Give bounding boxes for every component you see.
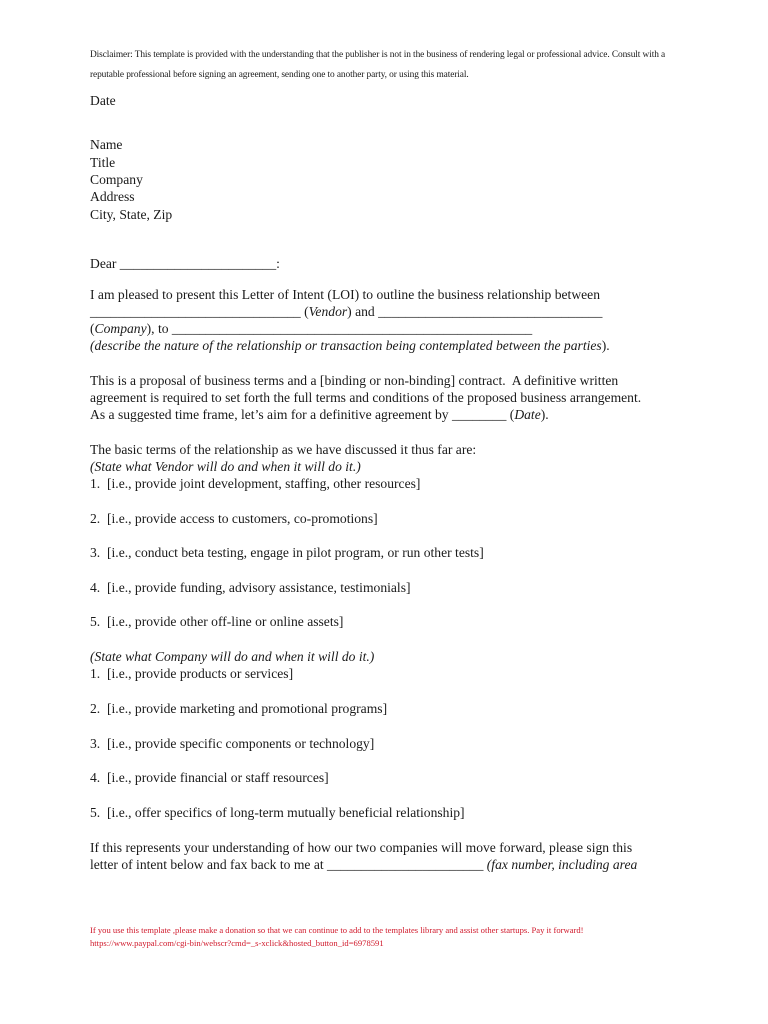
vendor-heading: (State what Vendor will do and when it will do it.) xyxy=(90,459,361,474)
vendor-label: Vendor xyxy=(308,304,348,319)
proposal-line-2: agreement is required to set forth the full terms and conditions of the proposed business arrangement. xyxy=(90,390,642,405)
and-company-blank: ) and _________________________________ xyxy=(347,304,603,319)
intro-line-4 xyxy=(90,337,610,354)
list-item: 5. [i.e., provide other off-line or online assets] xyxy=(90,614,344,629)
closing-line-2 xyxy=(90,856,637,873)
paren-open: ( xyxy=(90,321,95,336)
vendor-blank: _______________________________ ( xyxy=(90,304,309,319)
recipient-company: Company xyxy=(90,172,143,187)
list-item: 3. [i.e., conduct beta testing, engage in pilot program, or run other tests] xyxy=(90,545,484,560)
list-item: 5. [i.e., offer specifics of long-term mutually beneficial relationship] xyxy=(90,805,465,820)
list-item: 1. [i.e., provide joint development, staffing, other resources] xyxy=(90,476,421,491)
donation-note: If you use this template ,please make a donation so that we can continue to add to the templates library and assist other startups. Pay it forward! xyxy=(90,925,584,935)
closing-line-2-start: letter of intent below and fax back to me at _______________________ xyxy=(90,857,487,872)
company-label: Company xyxy=(94,321,147,336)
proposal-line-3 xyxy=(90,406,549,423)
intro-line-1: I am pleased to present this Letter of Intent (LOI) to outline the business relationship between xyxy=(90,287,600,302)
closing-line-1: If this represents your understanding of how our two companies will move forward, please sign this xyxy=(90,840,633,855)
recipient-city-state-zip: City, State, Zip xyxy=(90,207,173,222)
recipient-name: Name xyxy=(90,137,123,152)
list-item: 4. [i.e., provide financial or staff resources] xyxy=(90,770,329,785)
intro-line-2 xyxy=(90,303,602,320)
proposal-line-3-end: ). xyxy=(540,407,549,422)
date-label: Date xyxy=(514,407,541,422)
proposal-line-3-start: As a suggested time frame, let’s aim for a definitive agreement by ________ ( xyxy=(90,407,515,422)
list-item: 1. [i.e., provide products or services] xyxy=(90,666,294,681)
list-item: 4. [i.e., provide funding, advisory assistance, testimonials] xyxy=(90,580,411,595)
recipient-address: Address xyxy=(90,189,135,204)
terms-intro: The basic terms of the relationship as we have discussed it thus far are: xyxy=(90,442,477,457)
recipient-title: Title xyxy=(90,155,116,170)
intro-line-4-end: ). xyxy=(601,338,610,353)
intro-line-3 xyxy=(90,320,532,337)
date-line: Date xyxy=(90,93,116,108)
donation-link[interactable]: https://www.paypal.com/cgi-bin/webscr?cmd=_s-xclick&hosted_button_id=6978591 xyxy=(90,938,384,948)
list-item: 2. [i.e., provide marketing and promotional programs] xyxy=(90,701,388,716)
salutation: Dear _______________________: xyxy=(90,256,280,271)
fax-instruction: (fax number, including area xyxy=(486,857,638,872)
company-heading: (State what Company will do and when it will do it.) xyxy=(90,649,375,664)
list-item: 3. [i.e., provide specific components or technology] xyxy=(90,736,375,751)
to-blank: ), to _____________________________________________________ xyxy=(146,321,533,336)
relationship-instruction: (describe the nature of the relationship or transaction being contemplated between the parties xyxy=(90,338,602,353)
disclaimer-text: Disclaimer: This template is provided with the understanding that the publisher is not in the business of rendering legal or professional advice. Consult with a reputable professional before signing an agreement, sending one to another party, or using this material. xyxy=(90,50,666,80)
proposal-line-1: This is a proposal of business terms and a [binding or non-binding] contract. A definitive written xyxy=(90,373,619,388)
list-item: 2. [i.e., provide access to customers, co-promotions] xyxy=(90,511,378,526)
